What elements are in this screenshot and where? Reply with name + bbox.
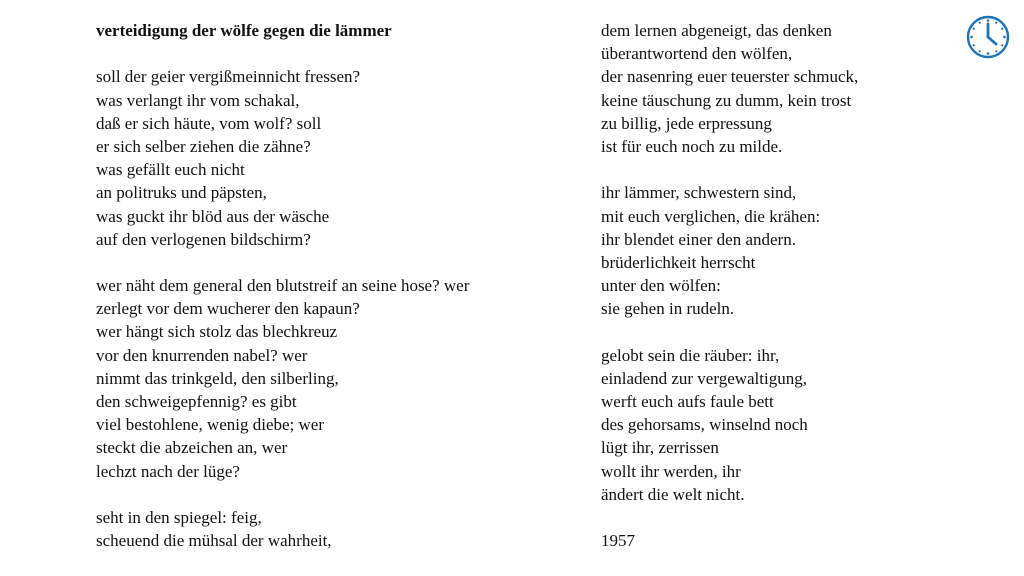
poem-line: vor den knurrenden nabel? wer [96, 345, 308, 365]
poem-line: lechzt nach der lüge? [96, 461, 240, 481]
poem-left-lines [96, 42, 566, 552]
poem-line: was guckt ihr blöd aus der wäsche [96, 206, 330, 226]
poem-line: zu billig, jede erpressung [601, 113, 772, 133]
poem-line [96, 251, 566, 274]
poem-line: werft euch aufs faule bett [601, 392, 774, 411]
poem-line: 1957 [601, 531, 635, 551]
poem-line: zerlegt vor dem wucherer den kapaun? [96, 299, 360, 319]
poem-right-column [601, 19, 931, 552]
poem-line: unter den wölfen: [601, 276, 721, 296]
poem-line: er sich selber ziehen die zähne? [96, 136, 311, 156]
poem-line: wollt ihr werden, ihr [601, 461, 741, 481]
poem-line: an politruks und päpsten, [96, 183, 267, 203]
poem-line: auf den verlogenen bildschirm? [96, 229, 311, 249]
poem-line: den schweigepfennig? es gibt [96, 392, 297, 411]
poem-line: keine täuschung zu dumm, kein trost [601, 90, 852, 110]
poem-line: einladend zur vergewaltigung, [601, 368, 807, 388]
poem-line: dem lernen abgeneigt, das denken [601, 21, 832, 40]
poem-line [601, 320, 931, 343]
poem-line: brüderlichkeit herrscht [601, 252, 756, 272]
poem-line: lügt ihr, zerrissen [601, 438, 719, 458]
poem-line: wer hängt sich stolz das blechkreuz [96, 322, 338, 342]
poem-left-column [96, 19, 566, 552]
poem-line: des gehorsams, winselnd noch [601, 415, 808, 435]
poem-line [96, 483, 566, 506]
poem-line: gelobt sein die räuber: ihr, [601, 345, 780, 365]
poem-line: scheuend die mühsal der wahrheit, [96, 531, 332, 551]
poem-line: ihr blendet einer den andern. [601, 229, 796, 249]
poem-line: wer näht dem general den blutstreif an seine hose? wer [96, 276, 470, 296]
poem-line: ändert die welt nicht. [601, 484, 745, 504]
clock-icon[interactable] [965, 14, 1011, 60]
poem-line: daß er sich häute, vom wolf? soll [96, 113, 322, 133]
poem-line: sie gehen in rudeln. [601, 299, 735, 319]
poem-line: seht in den spiegel: feig, [96, 507, 262, 527]
poem-line: ist für euch noch zu milde. [601, 136, 783, 156]
poem-line: viel bestohlene, wenig diebe; wer [96, 415, 325, 435]
poem-line: steckt die abzeichen an, wer [96, 438, 288, 458]
poem-line [601, 506, 931, 529]
poem-line: der nasenring euer teuerster schmuck, [601, 67, 859, 87]
poem-line: nimmt das trinkgeld, den silberling, [96, 368, 339, 388]
poem-line: was verlangt ihr vom schakal, [96, 90, 300, 110]
poem-line: soll der geier vergißmeinnicht fressen? [96, 67, 361, 87]
poem-line [96, 42, 566, 65]
poem-title: verteidigung der wölfe gegen die lämmer [96, 21, 392, 40]
poem-line [601, 158, 931, 181]
poem-line: mit euch verglichen, die krähen: [601, 206, 821, 226]
poem-line: ihr lämmer, schwestern sind, [601, 183, 797, 203]
poem-line: überantwortend den wölfen, [601, 44, 793, 64]
poem-line: was gefällt euch nicht [96, 160, 245, 180]
poem-right-lines [601, 19, 931, 552]
